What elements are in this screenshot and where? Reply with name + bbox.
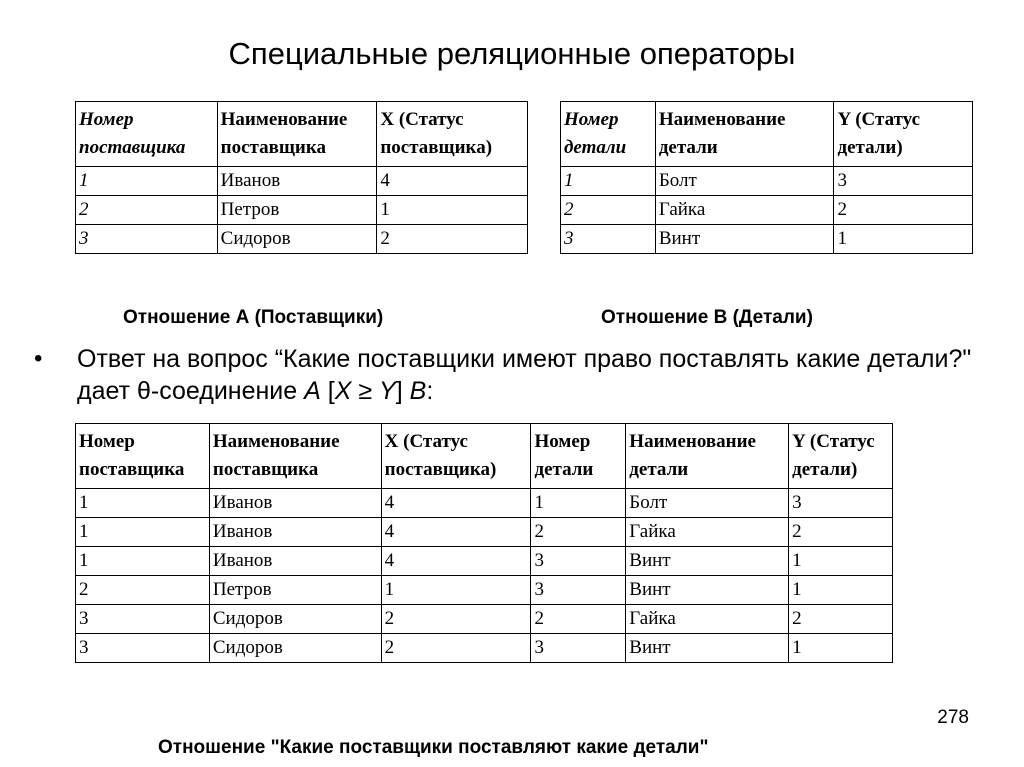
table-row bbox=[76, 225, 528, 254]
cell: Сидоров bbox=[209, 605, 381, 634]
header-part-name: Наименование детали bbox=[626, 424, 789, 489]
bullet-text bbox=[77, 343, 997, 407]
cell: 1 bbox=[381, 576, 531, 605]
slide-title: Специальные реляционные операторы bbox=[228, 36, 796, 71]
table-header-row bbox=[76, 424, 893, 489]
expr-op: ≥ bbox=[351, 377, 380, 405]
cell: Иванов bbox=[209, 547, 381, 576]
cell: 3 bbox=[561, 225, 656, 254]
header-supplier-name: Наименование поставщика bbox=[217, 102, 377, 167]
cell: 2 bbox=[561, 196, 656, 225]
cell: 2 bbox=[76, 196, 218, 225]
table-row bbox=[76, 196, 528, 225]
cell: 3 bbox=[76, 605, 210, 634]
header-part-number: Номер детали bbox=[561, 102, 656, 167]
cell: 3 bbox=[76, 634, 210, 663]
cell: 1 bbox=[531, 489, 626, 518]
cell: Винт bbox=[626, 576, 789, 605]
cell: 4 bbox=[381, 518, 531, 547]
cell: 1 bbox=[76, 167, 218, 196]
page-number: 278 bbox=[937, 707, 969, 728]
expr-x: X bbox=[334, 377, 352, 405]
cell: 1 bbox=[834, 225, 973, 254]
cell: 3 bbox=[531, 547, 626, 576]
cell: 2 bbox=[789, 518, 893, 547]
cell: 2 bbox=[531, 605, 626, 634]
cell: Болт bbox=[626, 489, 789, 518]
caption-parts: Отношение В (Детали) bbox=[601, 307, 813, 328]
table-row bbox=[561, 167, 973, 196]
cell: Петров bbox=[209, 576, 381, 605]
cell: Иванов bbox=[217, 167, 377, 196]
cell: 2 bbox=[834, 196, 973, 225]
cell: Иванов bbox=[209, 518, 381, 547]
table-row bbox=[76, 547, 893, 576]
header-part-name: Наименование детали bbox=[655, 102, 834, 167]
cell: Иванов bbox=[209, 489, 381, 518]
header-supplier-number: Номер поставщика bbox=[76, 102, 218, 167]
cell: Болт bbox=[655, 167, 834, 196]
table-row bbox=[76, 634, 893, 663]
header-part-number: Номер детали bbox=[531, 424, 626, 489]
cell: 2 bbox=[76, 576, 210, 605]
cell: 1 bbox=[789, 547, 893, 576]
table-row bbox=[76, 167, 528, 196]
cell: 3 bbox=[76, 225, 218, 254]
expr-open: [ bbox=[320, 377, 335, 405]
table-row bbox=[561, 196, 973, 225]
table-header-row bbox=[76, 102, 528, 167]
table-parts bbox=[560, 101, 973, 254]
cell: 2 bbox=[381, 634, 531, 663]
expr-a: A bbox=[304, 377, 321, 405]
cell: Сидоров bbox=[209, 634, 381, 663]
bullet-text-prefix: Ответ на вопрос “Какие поставщики имеют право поставлять какие детали?" дает θ-соединение bbox=[77, 345, 972, 405]
cell: Гайка bbox=[626, 605, 789, 634]
cell: 1 bbox=[789, 634, 893, 663]
cell: 1 bbox=[789, 576, 893, 605]
expr-y: Y bbox=[379, 377, 396, 405]
header-supplier-status: X (Статус поставщика) bbox=[377, 102, 528, 167]
cell: Винт bbox=[655, 225, 834, 254]
cell: Петров bbox=[217, 196, 377, 225]
cell: Винт bbox=[626, 634, 789, 663]
header-supplier-number: Номер поставщика bbox=[76, 424, 210, 489]
header-part-status: Y (Статус детали) bbox=[789, 424, 893, 489]
header-supplier-status: X (Статус поставщика) bbox=[381, 424, 531, 489]
caption-suppliers: Отношение А (Поставщики) bbox=[123, 307, 384, 328]
header-supplier-name: Наименование поставщика bbox=[209, 424, 381, 489]
cell: 1 bbox=[76, 489, 210, 518]
cell: 1 bbox=[76, 518, 210, 547]
header-part-status: Y (Статус детали) bbox=[834, 102, 973, 167]
cell: 4 bbox=[381, 547, 531, 576]
cell: 3 bbox=[789, 489, 893, 518]
cell: 2 bbox=[531, 518, 626, 547]
table-suppliers bbox=[75, 101, 528, 254]
expr-b: B bbox=[409, 377, 427, 405]
table-row bbox=[76, 576, 893, 605]
cell: 1 bbox=[377, 196, 528, 225]
cell: 2 bbox=[377, 225, 528, 254]
bullet-marker: • bbox=[34, 345, 43, 372]
cell: 3 bbox=[531, 634, 626, 663]
cell: 2 bbox=[381, 605, 531, 634]
table-row bbox=[76, 605, 893, 634]
cell: Сидоров bbox=[217, 225, 377, 254]
cell: Гайка bbox=[655, 196, 834, 225]
table-row bbox=[76, 518, 893, 547]
expr-close: ] bbox=[395, 377, 410, 405]
table-row bbox=[561, 225, 973, 254]
table-row bbox=[76, 489, 893, 518]
cell: 1 bbox=[561, 167, 656, 196]
table-join bbox=[75, 423, 893, 663]
cell: 1 bbox=[76, 547, 210, 576]
cell: 4 bbox=[377, 167, 528, 196]
cell: 3 bbox=[834, 167, 973, 196]
caption-join: Отношение "Какие поставщики поставляют какие детали" bbox=[158, 737, 709, 758]
cell: Винт bbox=[626, 547, 789, 576]
cell: 2 bbox=[789, 605, 893, 634]
cell: 3 bbox=[531, 576, 626, 605]
cell: 4 bbox=[381, 489, 531, 518]
cell: Гайка bbox=[626, 518, 789, 547]
table-header-row bbox=[561, 102, 973, 167]
expr-end: : bbox=[426, 377, 434, 405]
